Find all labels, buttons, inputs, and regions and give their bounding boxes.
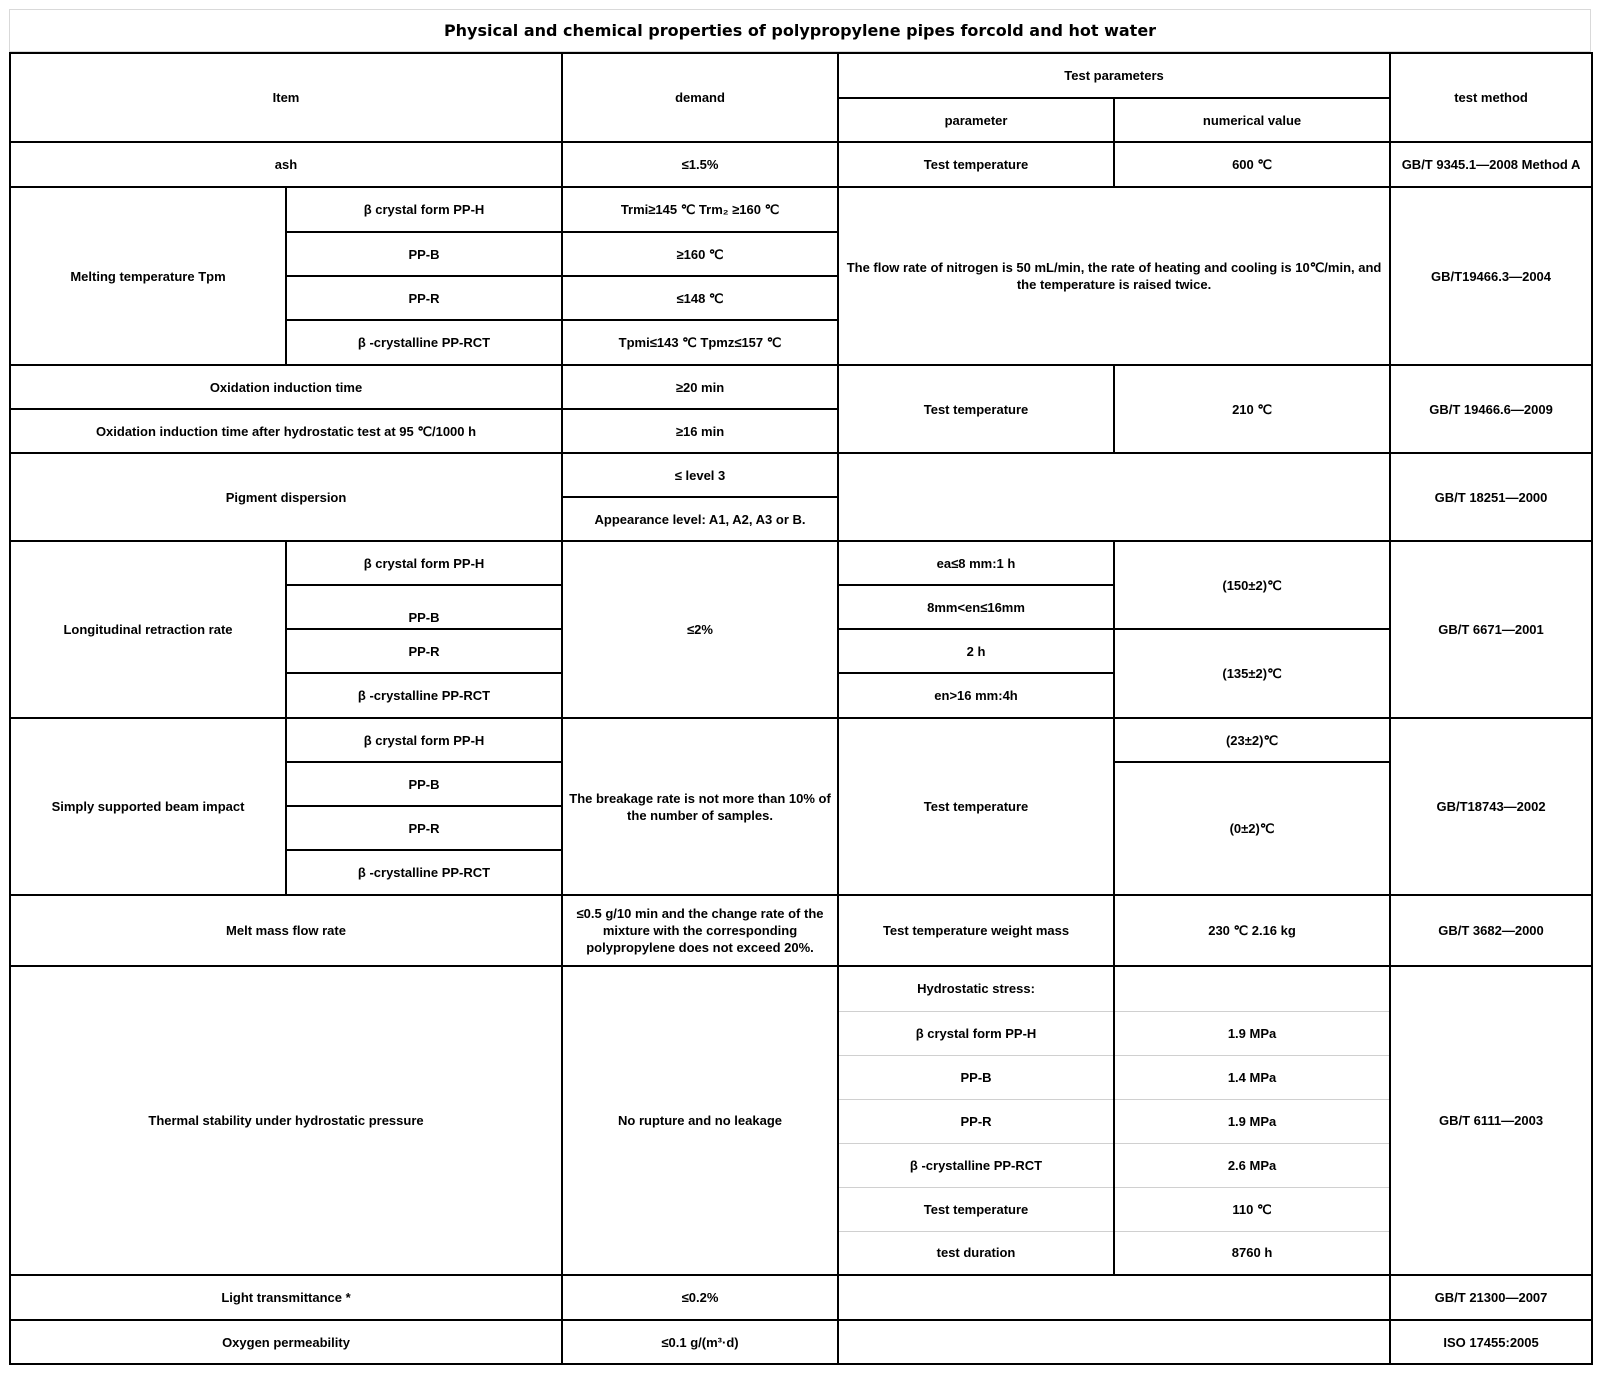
header-demand: demand — [562, 53, 838, 142]
thermal-param: β crystal form PP-H — [838, 1011, 1114, 1055]
thermal-param: PP-R — [838, 1099, 1114, 1143]
retraction-method: GB/T 6671—2001 — [1390, 541, 1592, 718]
oxidation-parameter: Test temperature — [838, 365, 1114, 453]
header-test-method: test method — [1390, 53, 1592, 142]
header-row — [10, 53, 1592, 98]
retraction-param: 2 h — [838, 629, 1114, 673]
page — [9, 9, 1591, 1390]
mfr-method: GB/T 3682—2000 — [1390, 895, 1592, 966]
melting-sub: β crystal form PP-H — [286, 187, 562, 232]
mfr-parameter: Test temperature weight mass — [838, 895, 1114, 966]
header-numerical-value: numerical value — [1114, 98, 1390, 142]
thermal-item: Thermal stability under hydrostatic pressure — [10, 966, 562, 1275]
table-row — [10, 187, 1592, 232]
thermal-value: 1.9 MPa — [1114, 1011, 1390, 1055]
thermal-param: Hydrostatic stress: — [838, 966, 1114, 1011]
light-method: GB/T 21300—2007 — [1390, 1275, 1592, 1320]
retraction-param: 8mm<en≤16mm — [838, 585, 1114, 629]
oxygen-method: ISO 17455:2005 — [1390, 1320, 1592, 1364]
table-row — [10, 718, 1592, 762]
melting-demand: Trmi≥145 ℃ Trm₂ ≥160 ℃ — [562, 187, 838, 232]
thermal-param: test duration — [838, 1231, 1114, 1275]
mfr-demand: ≤0.5 g/10 min and the change rate of the mixture with the corresponding polypropylene does not exceed 20%. — [562, 895, 838, 966]
oxidation-item: Oxidation induction time — [10, 365, 562, 409]
melting-sub: β -crystalline PP-RCT — [286, 320, 562, 365]
header-item: Item — [10, 53, 562, 142]
impact-parameter: Test temperature — [838, 718, 1114, 895]
thermal-value: 1.4 MPa — [1114, 1055, 1390, 1099]
thermal-param: PP-B — [838, 1055, 1114, 1099]
oxidation-item: Oxidation induction time after hydrostatic test at 95 ℃/1000 h — [10, 409, 562, 453]
table-row — [10, 895, 1592, 966]
impact-sub: PP-B — [286, 762, 562, 806]
impact-sub: β -crystalline PP-RCT — [286, 850, 562, 895]
oxidation-value: 210 ℃ — [1114, 365, 1390, 453]
pigment-parameter-empty — [838, 453, 1390, 541]
impact-sub: β crystal form PP-H — [286, 718, 562, 762]
mfr-value: 230 ℃ 2.16 kg — [1114, 895, 1390, 966]
thermal-value: 1.9 MPa — [1114, 1099, 1390, 1143]
table-row — [10, 142, 1592, 187]
header-parameter: parameter — [838, 98, 1114, 142]
oxidation-method: GB/T 19466.6—2009 — [1390, 365, 1592, 453]
table-row — [10, 1275, 1592, 1320]
melting-demand: Tpmi≤143 ℃ Tpmz≤157 ℃ — [562, 320, 838, 365]
thermal-value: 8760 h — [1114, 1231, 1390, 1275]
table-row — [10, 453, 1592, 497]
retraction-sub: β -crystalline PP-RCT — [286, 673, 562, 718]
melting-parameter: The flow rate of nitrogen is 50 mL/min, the rate of heating and cooling is 10℃/min, and the temperature is raised twice. — [838, 187, 1390, 365]
light-parameter-empty — [838, 1275, 1390, 1320]
pigment-demand: Appearance level: A1, A2, A3 or B. — [562, 497, 838, 541]
oxidation-demand: ≥16 min — [562, 409, 838, 453]
melting-sub: PP-B — [286, 232, 562, 276]
pigment-item: Pigment dispersion — [10, 453, 562, 541]
thermal-param: β -crystalline PP-RCT — [838, 1143, 1114, 1187]
retraction-value: (150±2)℃ — [1114, 541, 1390, 629]
retraction-sub: PP-R — [286, 629, 562, 673]
pigment-demand: ≤ level 3 — [562, 453, 838, 497]
impact-demand: The breakage rate is not more than 10% of the number of samples. — [562, 718, 838, 895]
melting-sub: PP-R — [286, 276, 562, 320]
ash-item: ash — [10, 142, 562, 187]
header-test-parameters: Test parameters — [838, 53, 1390, 98]
impact-sub: PP-R — [286, 806, 562, 850]
thermal-value: 110 ℃ — [1114, 1187, 1390, 1231]
retraction-value: (135±2)℃ — [1114, 629, 1390, 718]
thermal-method: GB/T 6111—2003 — [1390, 966, 1592, 1275]
impact-value: (0±2)℃ — [1114, 762, 1390, 895]
melting-method: GB/T19466.3—2004 — [1390, 187, 1592, 365]
ash-value: 600 ℃ — [1114, 142, 1390, 187]
melting-demand: ≥160 ℃ — [562, 232, 838, 276]
thermal-value: 2.6 MPa — [1114, 1143, 1390, 1187]
light-demand: ≤0.2% — [562, 1275, 838, 1320]
retraction-param: ea≤8 mm:1 h — [838, 541, 1114, 585]
properties-table — [9, 52, 1593, 1365]
ash-method: GB/T 9345.1—2008 Method A — [1390, 142, 1592, 187]
ash-parameter: Test temperature — [838, 142, 1114, 187]
ash-demand: ≤1.5% — [562, 142, 838, 187]
retraction-demand: ≤2% — [562, 541, 838, 718]
retraction-item: Longitudinal retraction rate — [10, 541, 286, 718]
table-row — [10, 966, 1592, 1011]
melting-item: Melting temperature Tpm — [10, 187, 286, 365]
retraction-param: en>16 mm:4h — [838, 673, 1114, 718]
oxygen-item: Oxygen permeability — [10, 1320, 562, 1364]
retraction-sub: PP-B — [286, 585, 562, 629]
impact-value: (23±2)℃ — [1114, 718, 1390, 762]
oxygen-parameter-empty — [838, 1320, 1390, 1364]
impact-method: GB/T18743—2002 — [1390, 718, 1592, 895]
table-title: Physical and chemical properties of polypropylene pipes forcold and hot water — [9, 9, 1591, 52]
mfr-item: Melt mass flow rate — [10, 895, 562, 966]
retraction-sub: β crystal form PP-H — [286, 541, 562, 585]
table-row — [10, 365, 1592, 409]
light-item: Light transmittance * — [10, 1275, 562, 1320]
impact-item: Simply supported beam impact — [10, 718, 286, 895]
thermal-value — [1114, 966, 1390, 1011]
thermal-demand: No rupture and no leakage — [562, 966, 838, 1275]
thermal-param: Test temperature — [838, 1187, 1114, 1231]
table-row — [10, 541, 1592, 585]
pigment-method: GB/T 18251—2000 — [1390, 453, 1592, 541]
oxidation-demand: ≥20 min — [562, 365, 838, 409]
table-row — [10, 1320, 1592, 1364]
oxygen-demand: ≤0.1 g/(m³·d) — [562, 1320, 838, 1364]
melting-demand: ≤148 ℃ — [562, 276, 838, 320]
